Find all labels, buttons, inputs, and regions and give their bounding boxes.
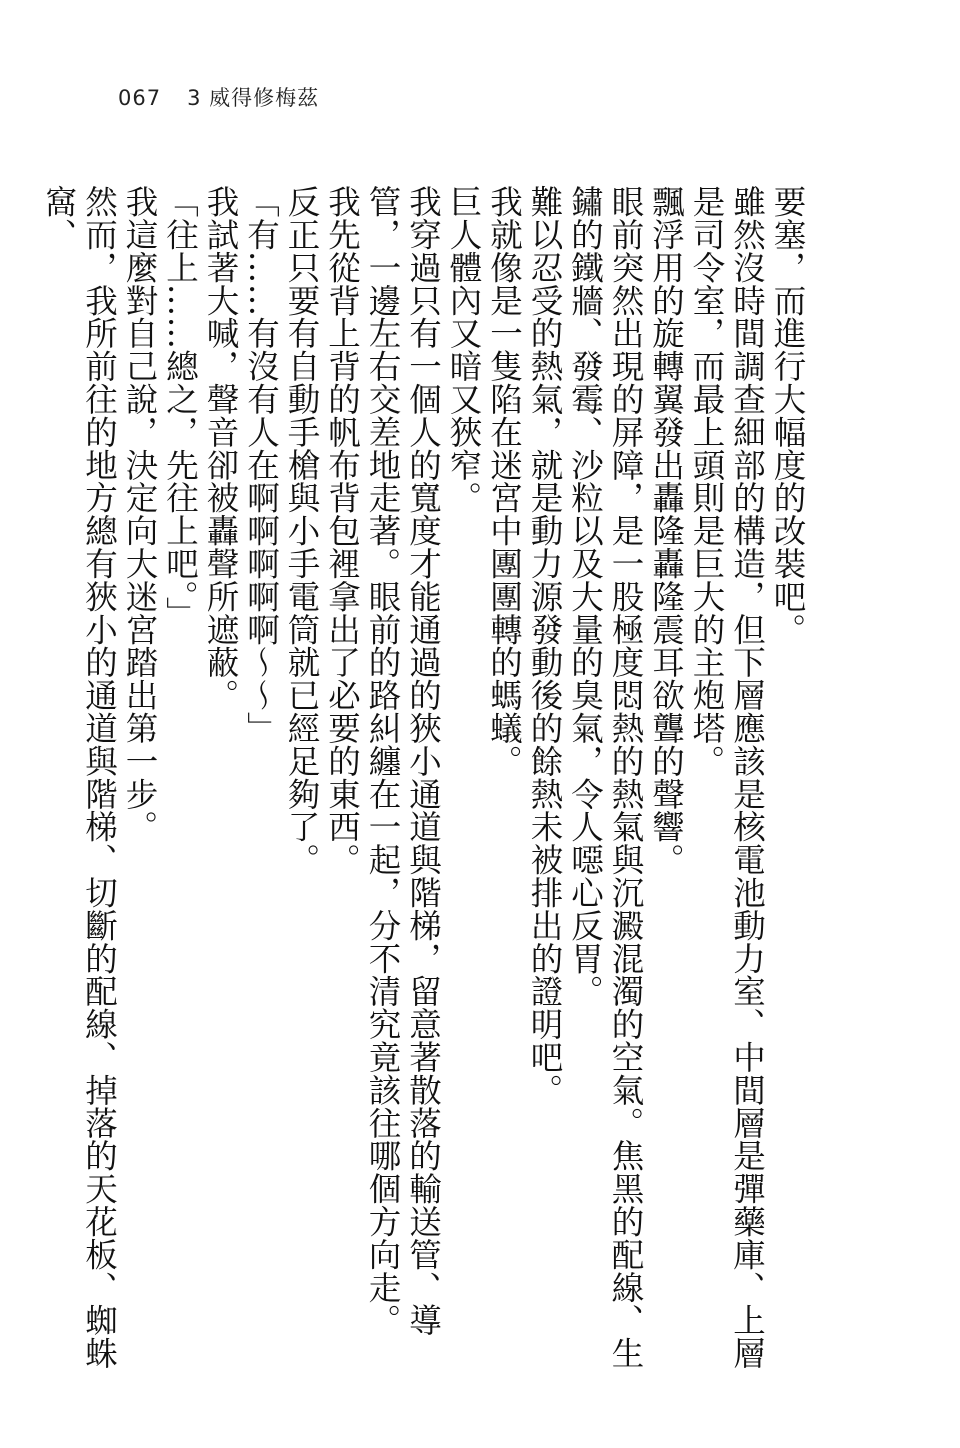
paragraph: 我先從背上背的帆布背包裡拿出了必要的東西。 [323,185,362,876]
paragraph: 雖然沒時間調查細部的構造，但下層應該是核電池動力室、中間層是彈藥庫、上層是司令室，而最上頭則是巨大的主炮塔。 [688,185,767,1370]
paragraph: 然而，我所前往的地方總有狹小的通道與階梯、切斷的配線、掉落的天花板、蜘蛛窩、 [40,185,119,1370]
paragraph: 飄浮用的旋轉翼發出轟隆轟隆震耳欲聾的聲響。 [647,185,686,876]
paragraph: 「有……有沒有人在啊啊啊啊啊～～」 [242,185,281,745]
paragraph: 眼前突然出現的屏障，是一股極度悶熱的熱氣與沉澱混濁的空氣。焦黑的配線、生鏽的鐵牆、發霉、沙粒以及大量的臭氣，令人噁心反胃。 [566,185,645,1370]
vertical-body-text [40,185,808,1390]
page-number: 067 [118,86,162,110]
paragraph: 我試著大喊，聲音卻被轟聲所遮蔽。 [202,185,240,712]
paragraph: 反正只要有自動手槍與小手電筒就已經足夠了。 [283,185,321,876]
paragraph: 難以忍受的熱氣，就是動力源發動後的餘熱未被排出的證明吧。 [526,185,564,1107]
paragraph: 要塞，而進行大幅度的改裝吧。 [769,185,807,646]
paragraph: 我就像是一隻陷在迷宮中團團轉的螞蟻。 [485,185,524,778]
chapter-title: 3 威得修梅茲 [187,86,320,110]
paragraph: 巨人體內又暗又狹窄。 [445,185,483,514]
paragraph: 我這麼對自己說，決定向大迷宮踏出第一步。 [121,185,159,843]
running-header [118,82,319,112]
paragraph: 我穿過只有一個人的寬度才能通過的狹小通道與階梯，留意著散落的輸送管、導管，一邊左右交差地走著。眼前的路糾纏在一起，分不清究竟該往哪個方向走。 [364,185,443,1337]
paragraph: 「往上……總之，先往上吧。」 [161,185,200,630]
